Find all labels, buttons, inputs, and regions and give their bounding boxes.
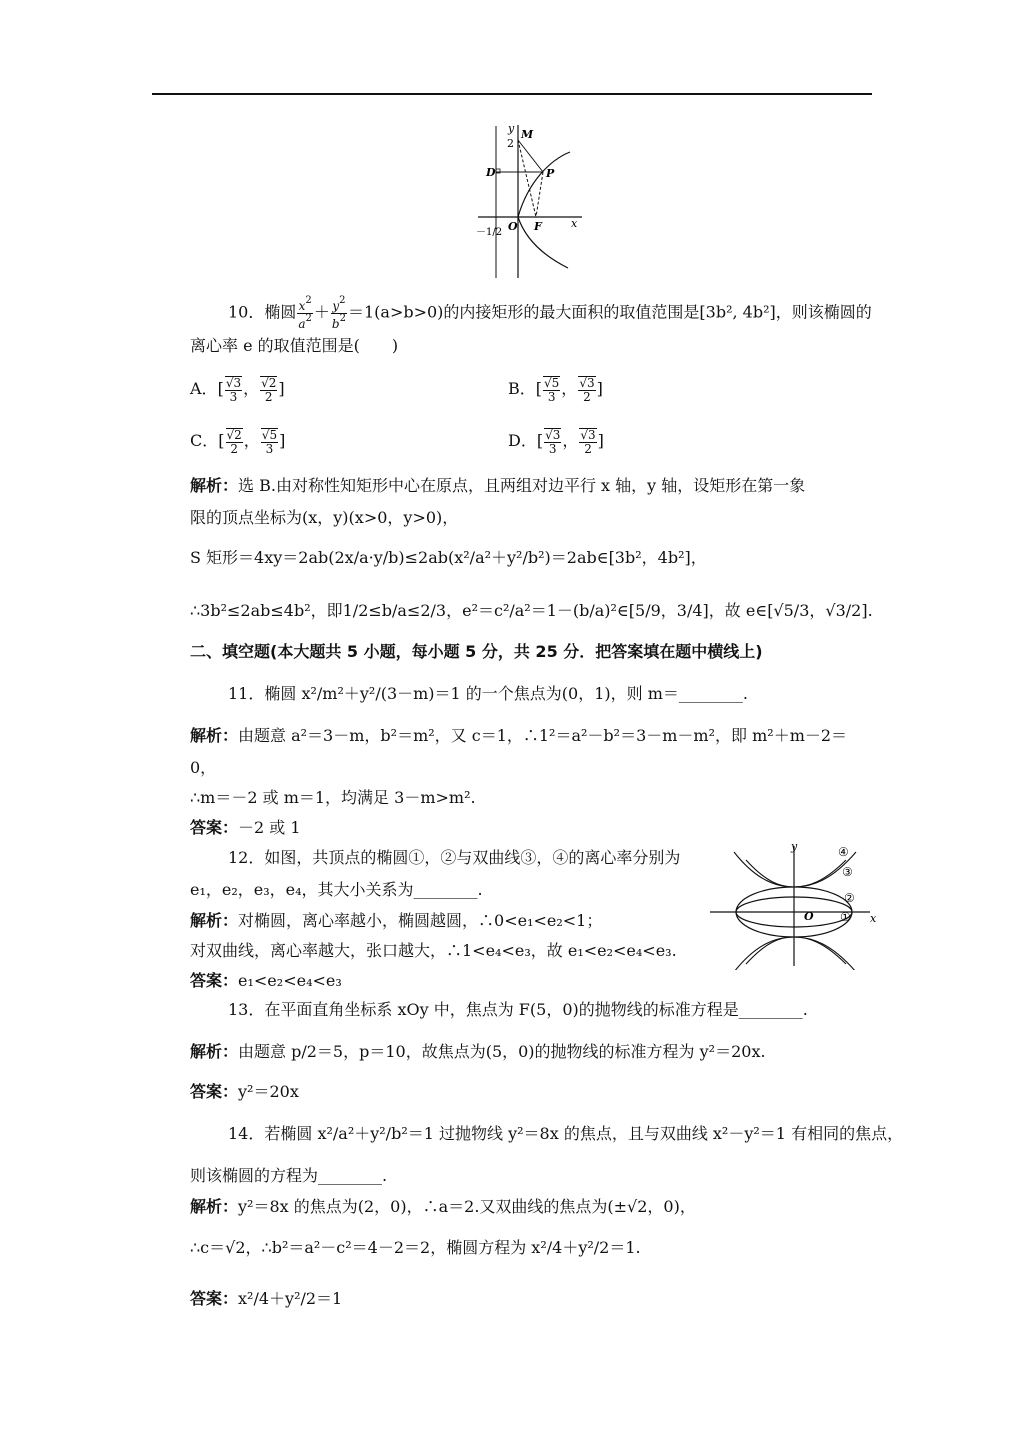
q12-stem-1: 12．如图，共顶点的椭圆①，②与双曲线③，④的离心率分别为 <box>228 848 681 867</box>
header-rule <box>152 93 872 95</box>
q12-solution-2: 对双曲线，离心率越大，张口越大，∴1<e₄<e₃，故 e₁<e₂<e₄<e₃. <box>190 941 677 960</box>
q13-stem: 13．在平面直角坐标系 xOy 中，焦点为 F(5，0)的抛物线的标准方程是________. <box>228 1000 808 1019</box>
q14-solution-1: 解析：y²＝8x 的焦点为(2，0)，∴a＝2.又双曲线的焦点为(±√2，0)， <box>190 1197 696 1216</box>
q11-solution-3: ∴m＝－2 或 m＝1，均满足 3－m>m². <box>190 788 476 807</box>
svg-text:x: x <box>870 912 877 925</box>
svg-text:2: 2 <box>507 137 514 150</box>
q12-answer: 答案：e₁<e₂<e₄<e₃ <box>190 971 342 990</box>
fig-y-label: y <box>508 122 515 135</box>
q10-stem-2: 离心率 e 的取值范围是( ) <box>190 336 399 355</box>
q10-option-d: D．[ $\frac{√3}{3}$ ， $\frac{√3}{2}$ ] <box>508 428 604 456</box>
q12-stem-2: e₁，e₂，e₃，e₄，其大小关系为________. <box>190 880 483 899</box>
svg-text:D: D <box>486 166 496 179</box>
svg-text:③: ③ <box>842 865 853 879</box>
svg-text:x: x <box>571 217 578 230</box>
q14-stem-2: 则该椭圆的方程为________. <box>190 1166 388 1185</box>
svg-text:①: ① <box>840 910 851 924</box>
q13-answer: 答案：y²＝20x <box>190 1082 299 1101</box>
svg-text:O: O <box>804 910 814 923</box>
conics-figure <box>706 840 878 970</box>
q11-stem: 11．椭圆 x²/m²＋y²/(3－m)＝1 的一个焦点为(0，1)，则 m＝________. <box>228 684 748 703</box>
q10-option-c: C．[ $\frac{√2}{2}$ ， $\frac{√5}{3}$ ] <box>190 428 286 456</box>
svg-text:④: ④ <box>838 845 849 859</box>
q10-solution-4: ∴3b²≤2ab≤4b²，即1/2≤b/a≤2/3，e²＝c²/a²＝1－(b/a)²∈[5/9，3/4]，故 e∈[√5/3，√3/2]. <box>190 601 873 620</box>
svg-text:M: M <box>521 128 534 141</box>
q10-solution-1: 解析：选 B.由对称性知矩形中心在原点，且两组对边平行 x 轴，y 轴，设矩形在第一象 <box>190 476 806 495</box>
q11-solution-1: 解析：由题意 a²＝3－m，b²＝m²，又 c＝1，∴1²＝a²－b²＝3－m－m²，即 m²＋m－2＝ <box>190 726 848 745</box>
svg-text:P: P <box>546 167 555 180</box>
svg-text:F: F <box>534 220 542 233</box>
q10-solution-2: 限的顶点坐标为(x，y)(x>0，y>0)， <box>190 508 459 527</box>
q10-option-a: A．[ $\frac{√3}{3}$ ， $\frac{√2}{2}$ ] <box>190 376 285 404</box>
section-2-heading: 二、填空题(本大题共 5 小题，每小题 5 分，共 25 分．把答案填在题中横线上) <box>190 642 763 661</box>
q11-solution-2: 0， <box>190 758 217 777</box>
q12-solution-1: 解析：对椭圆，离心率越小，椭圆越圆，∴0<e₁<e₂<1； <box>190 911 603 930</box>
q10-option-b: B．[ $\frac{√5}{3}$ ， $\frac{√3}{2}$ ] <box>508 376 603 404</box>
q10-solution-3: S 矩形＝4xy＝2ab(2x/a·y/b)≤2ab(x²/a²＋y²/b²)＝2ab∈[3b²，4b²]， <box>190 548 707 567</box>
q14-stem-1: 14．若椭圆 x²/a²＋y²/b²＝1 过抛物线 y²＝8x 的焦点，且与双曲线 x²－y²＝1 有相同的焦点， <box>228 1124 904 1143</box>
q14-answer: 答案：x²/4＋y²/2＝1 <box>190 1289 343 1308</box>
q11-answer: 答案：－2 或 1 <box>190 818 301 837</box>
parabola-figure <box>470 120 590 280</box>
fig-half-label: －1/2 <box>476 227 503 238</box>
svg-text:y: y <box>791 840 798 853</box>
q14-solution-2: ∴c＝√2，∴b²＝a²－c²＝4－2＝2，椭圆方程为 x²/4＋y²/2＝1. <box>190 1238 641 1257</box>
svg-text:②: ② <box>844 891 855 905</box>
q13-solution: 解析：由题意 p/2＝5，p＝10，故焦点为(5，0)的抛物线的标准方程为 y²＝20x. <box>190 1042 766 1061</box>
svg-text:O: O <box>508 220 518 233</box>
q10-stem-1: 10．椭圆 $\frac{x^2}{a^2}$ ＋ $\frac{y^2}{b^2}$ ＝1(a>b>0)的内接矩形的最大面积的取值范围是[3b², 4b²]，则该椭圆的 <box>228 295 872 331</box>
